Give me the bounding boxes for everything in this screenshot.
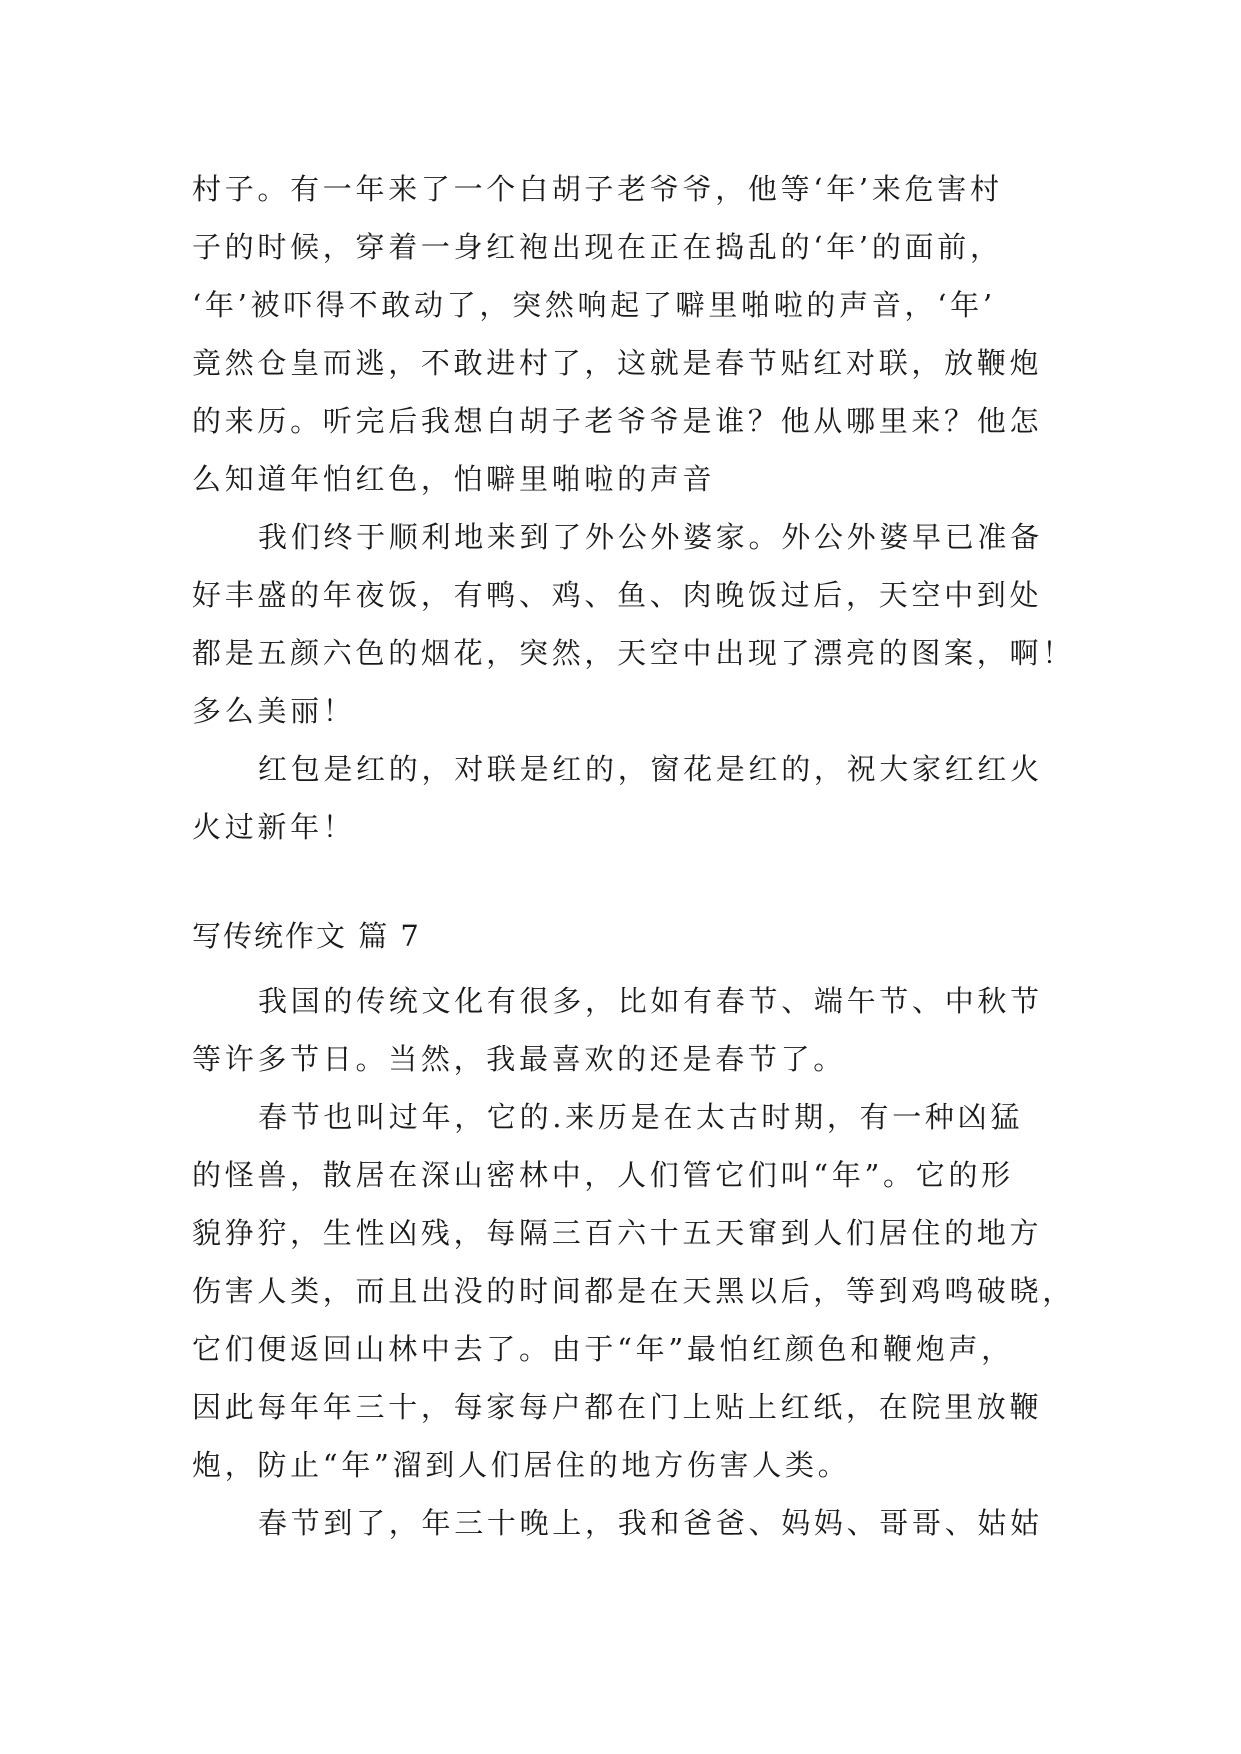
paragraph-line: 红包是红的，对联是红的，窗花是红的，祝大家红红火 bbox=[258, 752, 1043, 786]
paragraph-line: 我们终于顺利地来到了外公外婆家。外公外婆早已准备 bbox=[258, 520, 1043, 554]
paragraph-line: 春节也叫过年，它的.来历是在太古时期，有一种凶猛 bbox=[258, 1100, 1024, 1134]
paragraph-line: ‘年’被吓得不敢动了，突然响起了噼里啪啦的声音，‘年’ bbox=[192, 288, 996, 322]
paragraph-line: 春节到了，年三十晚上，我和爸爸、妈妈、哥哥、姑姑 bbox=[258, 1506, 1043, 1540]
paragraph-line: 都是五颜六色的烟花，突然，天空中出现了漂亮的图案，啊！ bbox=[192, 636, 1075, 670]
paragraph-line: 么知道年怕红色，怕噼里啪啦的声音 bbox=[192, 462, 716, 496]
paragraph-line: 等许多节日。当然，我最喜欢的还是春节了。 bbox=[192, 1042, 847, 1076]
section-heading: 写传统作文 篇 7 bbox=[192, 919, 421, 953]
paragraph-line: 多么美丽！ bbox=[192, 694, 356, 728]
text-block-upper bbox=[192, 160, 1075, 856]
paragraph-line: 我国的传统文化有很多，比如有春节、端午节、中秋节 bbox=[258, 984, 1043, 1018]
paragraph-line: 因此每年年三十，每家每户都在门上贴上红纸，在院里放鞭 bbox=[192, 1390, 1043, 1424]
paragraph-line: 貌狰狞，生性凶残，每隔三百六十五天窜到人们居住的地方 bbox=[192, 1216, 1043, 1250]
paragraph-line: 竟然仓皇而逃，不敢进村了，这就是春节贴红对联，放鞭炮 bbox=[192, 346, 1043, 380]
paragraph-line: 伤害人类，而且出没的时间都是在天黑以后，等到鸡鸣破晓， bbox=[192, 1274, 1075, 1308]
paragraph-line: 好丰盛的年夜饭，有鸭、鸡、鱼、肉晚饭过后，天空中到处 bbox=[192, 578, 1043, 612]
paragraph-line: 它们便返回山林中去了。由于“年”最怕红颜色和鞭炮声， bbox=[192, 1332, 1014, 1366]
paragraph-line: 的来历。听完后我想白胡子老爷爷是谁？他从哪里来？他怎 bbox=[192, 404, 1043, 438]
paragraph-line: 子的时候，穿着一身红袍出现在正在捣乱的‘年’的面前， bbox=[192, 230, 1003, 264]
paragraph-line: 村子。有一年来了一个白胡子老爷爷，他等‘年’来危害村 bbox=[192, 172, 1003, 206]
paragraph-line: 火过新年！ bbox=[192, 810, 356, 844]
text-block-lower bbox=[192, 972, 1075, 1552]
paragraph-line: 的怪兽，散居在深山密林中，人们管它们叫“年”。它的形 bbox=[192, 1158, 1014, 1192]
paragraph-line: 炮，防止“年”溜到人们居住的地方伤害人类。 bbox=[192, 1448, 851, 1482]
